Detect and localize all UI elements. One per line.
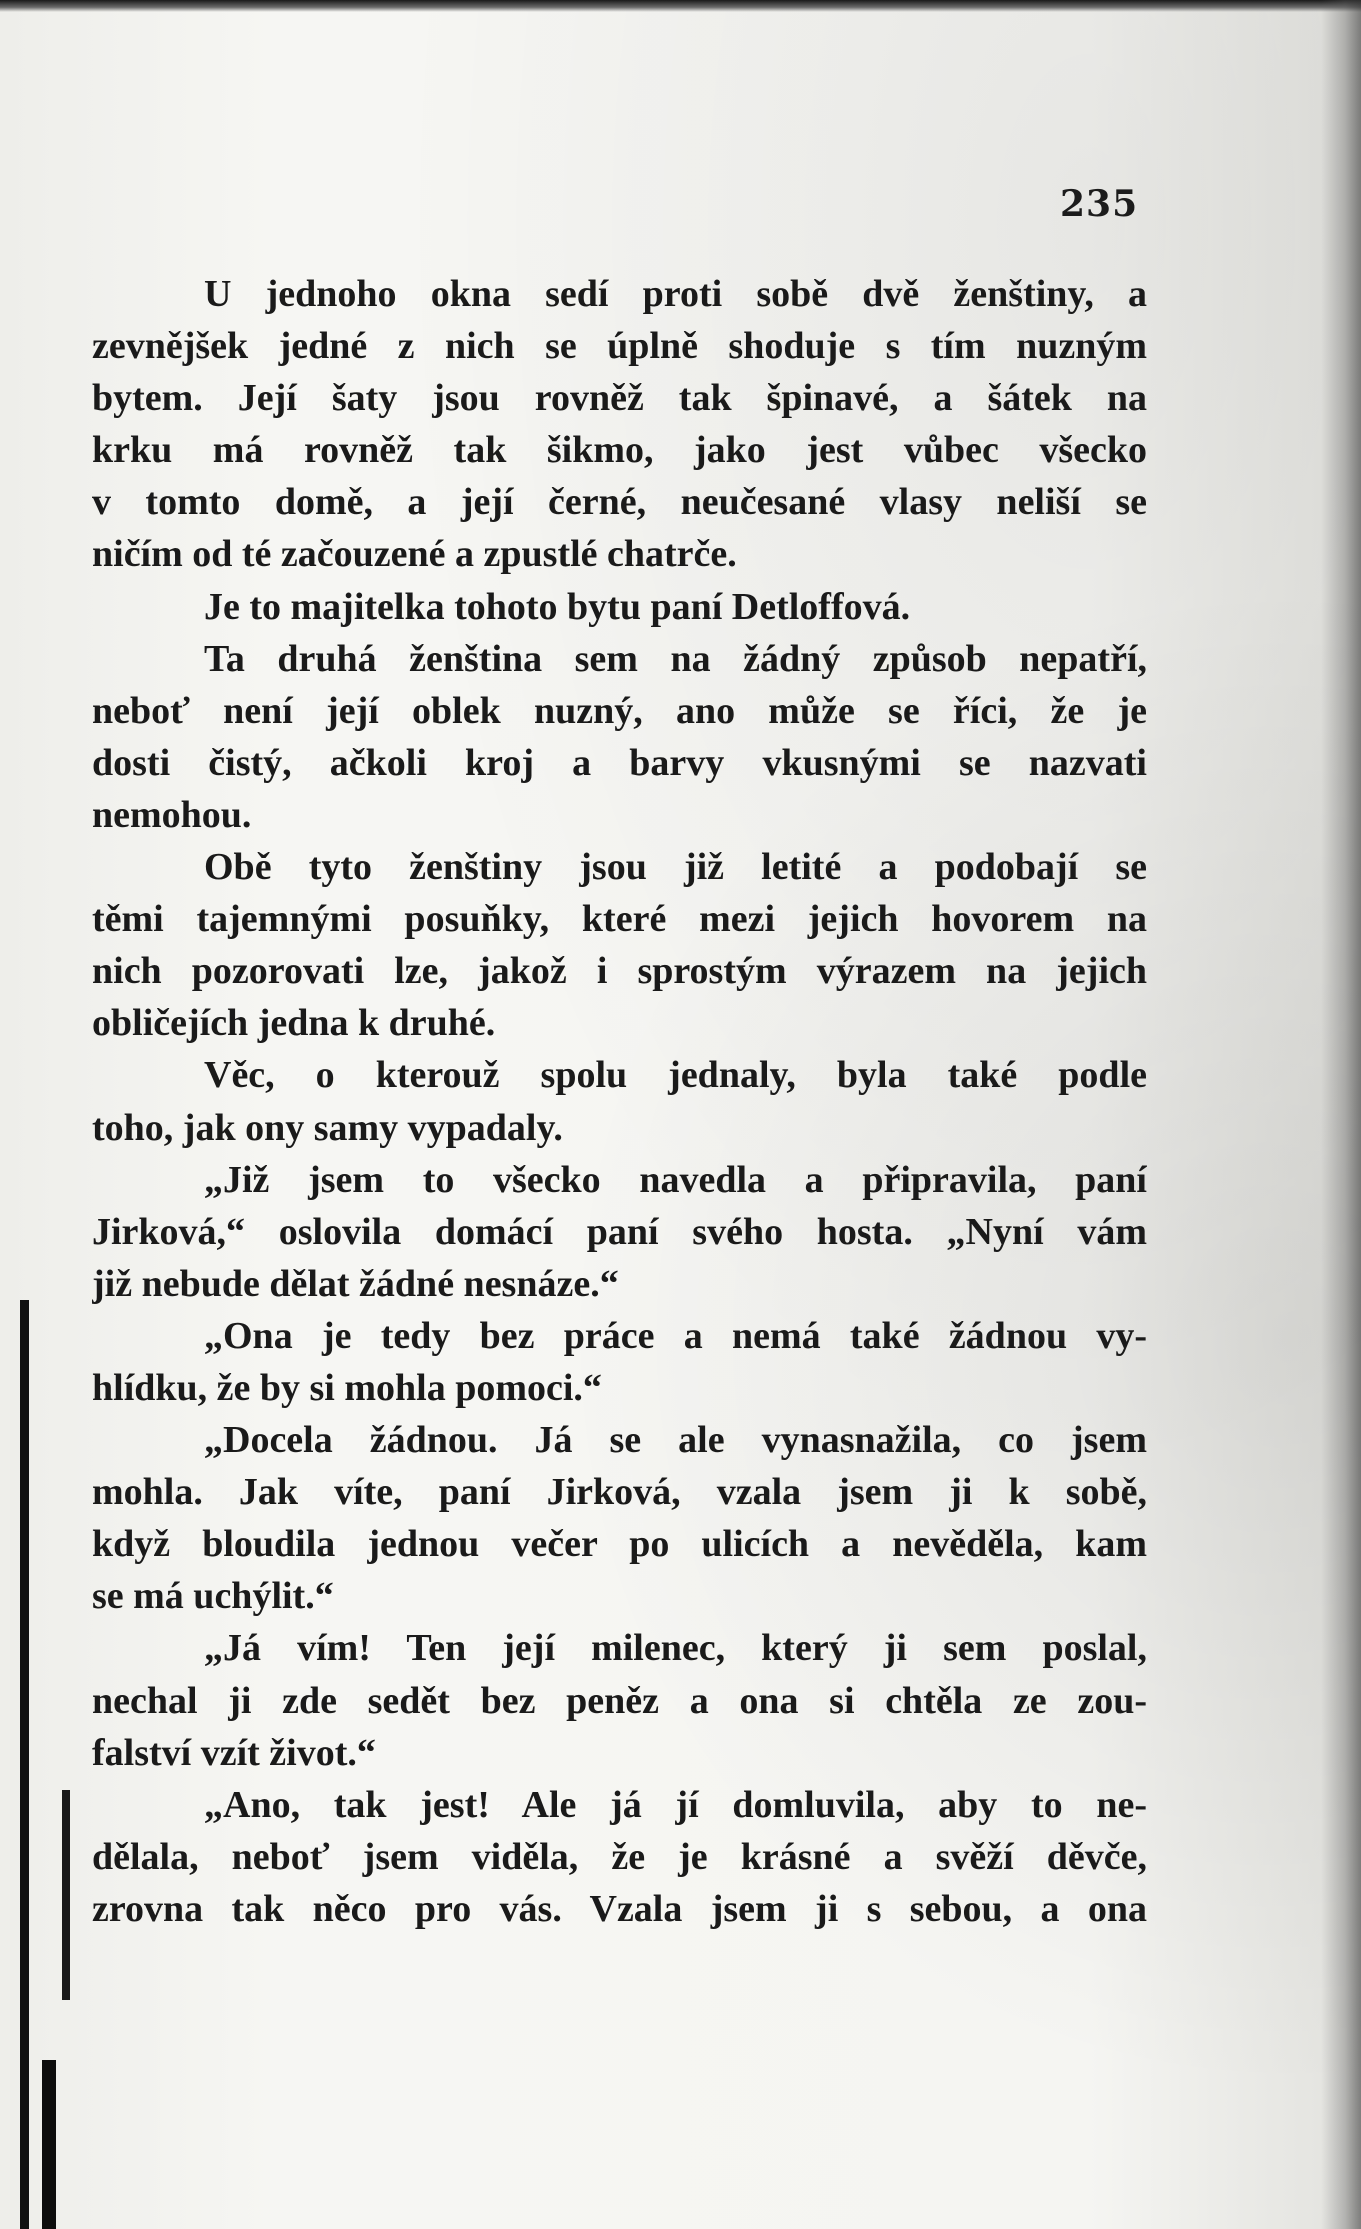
text-line: „Ano, tak jest! Ale já jí domluvila, aby to ne- (204, 1783, 1147, 1826)
text-line: Obě tyto ženštiny jsou již letité a podobají se (204, 846, 1147, 889)
scan-top-edge (0, 0, 1361, 12)
text-line: dělala, neboť jsem viděla, že je krásné a svěží děvče, (92, 1835, 1147, 1878)
text-line: „Již jsem to všecko navedla a připravila, paní (204, 1158, 1147, 1201)
text-line: obličejích jedna k druhé. (92, 1002, 496, 1045)
binding-shadow-bottom (42, 2060, 56, 2229)
text-line: již nebude dělat žádné nesnáze.“ (92, 1262, 619, 1305)
binding-shadow-inner (62, 1790, 70, 2000)
text-line: Je to majitelka tohoto bytu paní Detloffová. (204, 585, 911, 628)
text-line: „Ona je tedy bez práce a nemá také žádnou vy- (204, 1314, 1147, 1357)
text-line: se má uchýlit.“ (92, 1575, 334, 1618)
text-line: Jirková,“ oslovila domácí paní svého hosta. „Nyní vám (92, 1210, 1147, 1253)
text-line: nich pozorovati lze, jakož i sprostým výrazem na jejich (92, 950, 1147, 993)
text-line: v tomto domě, a její černé, neučesané vlasy neliší se (92, 481, 1147, 524)
text-line: „Já vím! Ten její milenec, který ji sem poslal, (204, 1627, 1147, 1670)
text-line: Věc, o kterouž spolu jednaly, byla také podle (204, 1054, 1147, 1097)
text-line: „Docela žádnou. Já se ale vynasnažila, co jsem (204, 1419, 1147, 1462)
text-line: nechal ji zde sedět bez peněz a ona si chtěla ze zou- (92, 1679, 1147, 1722)
text-line: těmi tajemnými posuňky, které mezi jejich hovorem na (92, 898, 1147, 941)
scan-right-edge-shadow (1321, 0, 1361, 2229)
text-line: falství vzít život.“ (92, 1731, 376, 1774)
text-line: bytem. Její šaty jsou rovněž tak špinavé, a šátek na (92, 377, 1147, 420)
text-line: zrovna tak něco pro vás. Vzala jsem ji s sebou, a ona (92, 1887, 1147, 1930)
page-number: 235 (1060, 183, 1139, 225)
text-line: nemohou. (92, 793, 252, 836)
text-line: krku má rovněž tak šikmo, jako jest vůbec všecko (92, 429, 1147, 472)
text-line: zevnějšek jedné z nich se úplně shoduje s tím nuzným (92, 325, 1147, 368)
text-line: dosti čistý, ačkoli kroj a barvy vkusnými se nazvati (92, 741, 1147, 784)
text-line: U jednoho okna sedí proti sobě dvě ženštiny, a (204, 273, 1147, 315)
text-line: hlídku, že by si mohla pomoci.“ (92, 1366, 602, 1409)
text-line: když bloudila jednou večer po ulicích a nevěděla, kam (92, 1523, 1147, 1566)
binding-shadow (20, 1300, 29, 2229)
text-line: ničím od té začouzené a zpustlé chatrče. (92, 533, 737, 576)
text-line: neboť není její oblek nuzný, ano může se říci, že je (92, 689, 1147, 732)
text-line: Ta druhá ženština sem na žádný způsob nepatří, (204, 637, 1147, 680)
text-line: mohla. Jak víte, paní Jirková, vzala jsem ji k sobě, (92, 1471, 1147, 1514)
body-text (92, 268, 1147, 1935)
text-line: toho, jak ony samy vypadaly. (92, 1106, 563, 1149)
